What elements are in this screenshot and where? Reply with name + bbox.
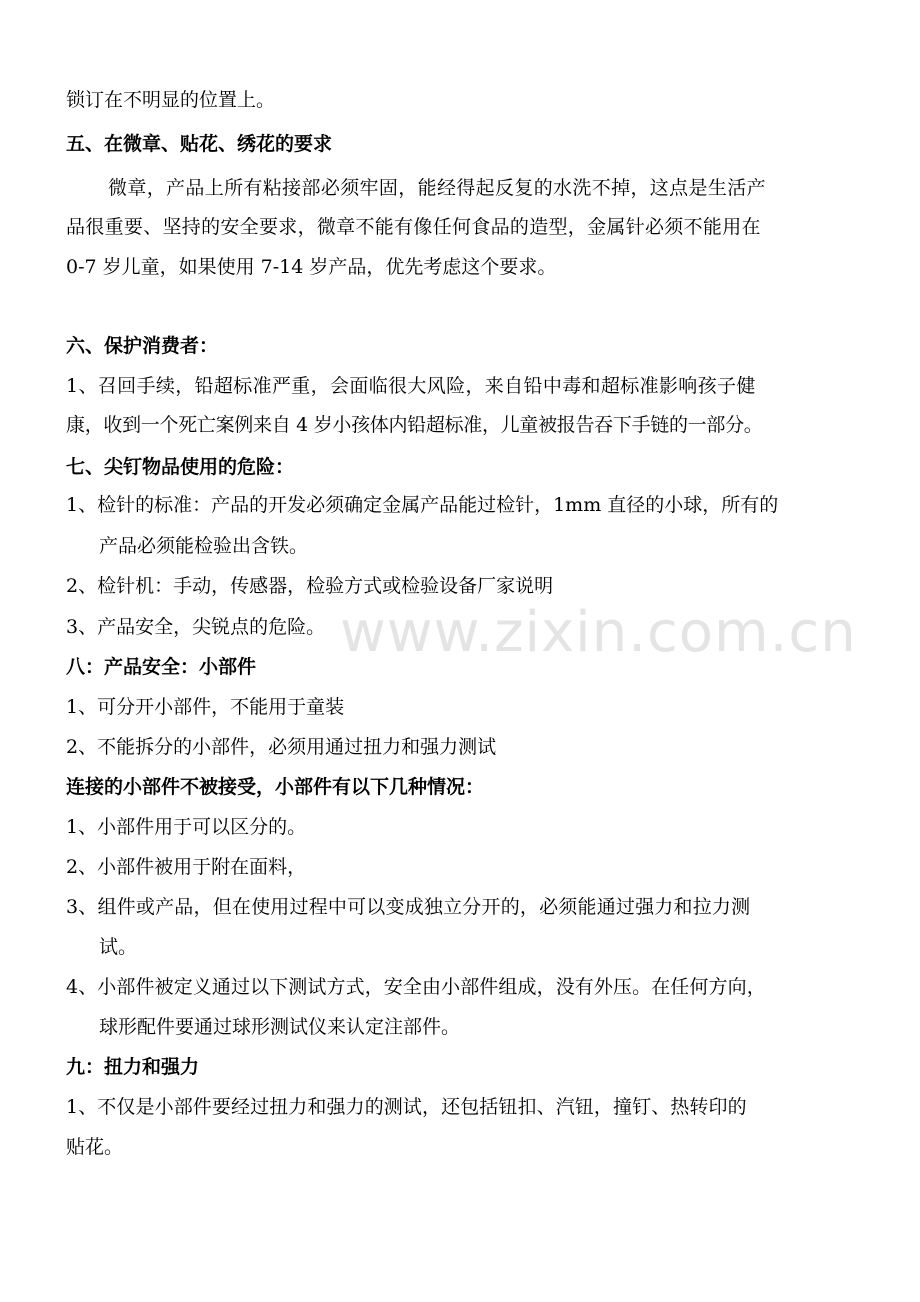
text-line: 试。 (99, 936, 138, 958)
watermark: www.zixin.com.cn (340, 600, 857, 665)
text-line: 2、检针机：手动，传感器，检验方式或检验设备厂家说明 (66, 575, 554, 597)
text-line: 1、召回手续，铅超标准严重，会面临很大风险，来自铅中毒和超标准影响孩子健 (66, 375, 756, 397)
text-line: 1、检针的标准：产品的开发必须确定金属产品能过检针，1mm 直径的小球，所有的 (66, 494, 779, 516)
section-heading-5: 五、在微章、贴花、绣花的要求 (66, 133, 333, 155)
subheading: 连接的小部件不被接受，小部件有以下几种情况： (66, 776, 485, 798)
section-heading-9: 九：扭力和强力 (66, 1056, 200, 1078)
text-line: 锁订在不明显的位置上。 (66, 89, 276, 111)
text-line: 2、小部件被用于附在面料， (66, 856, 307, 878)
text-line: 1、小部件用于可以区分的。 (66, 816, 307, 838)
text-line: 微章，产品上所有粘接部必须牢固，能经得起反复的水洗不掉，这点是生活产 (108, 177, 766, 199)
text-line: 产品必须能检验出含铁。 (99, 535, 309, 557)
text-line: 3、组件或产品，但在使用过程中可以变成独立分开的，必须能通过强力和拉力测 (66, 896, 751, 918)
text-line: 贴花。 (66, 1136, 124, 1158)
text-line: 2、不能拆分的小部件，必须用通过扭力和强力测试 (66, 736, 497, 758)
text-line: 3、产品安全，尖锐点的危险。 (66, 616, 326, 638)
text-line: 0-7 岁儿童，如果使用 7-14 岁产品，优先考虑这个要求。 (66, 256, 557, 278)
section-heading-7: 七、尖钉物品使用的危险： (66, 456, 295, 478)
text-line: 1、可分开小部件，不能用于童装 (66, 696, 345, 718)
text-line: 1、不仅是小部件要经过扭力和强力的测试，还包括钮扣、汽钮，撞钉、热转印的 (66, 1096, 747, 1118)
section-heading-8: 八：产品安全：小部件 (66, 656, 257, 678)
text-line: 4、小部件被定义通过以下测试方式，安全由小部件组成，没有外压。在任何方向， (66, 976, 766, 998)
text-line: 康，收到一个死亡案例来自 4 岁小孩体内铅超标准，儿童被报告吞下手链的一部分。 (66, 414, 763, 436)
section-heading-6: 六、保护消费者： (66, 335, 219, 357)
text-line: 品很重要、坚持的安全要求，微章不能有像任何食品的造型，金属针必须不能用在 (66, 216, 761, 238)
text-line: 球形配件要通过球形测试仪来认定注部件。 (99, 1016, 461, 1038)
